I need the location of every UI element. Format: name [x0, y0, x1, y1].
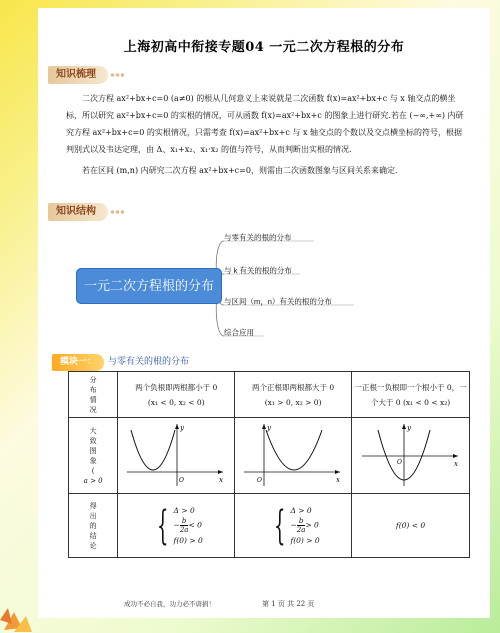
- parabola-two-positive-roots: [238, 420, 348, 490]
- parabola-opposite-sign-roots: [356, 420, 466, 490]
- graph-cell: [352, 418, 470, 494]
- footer-slogan: 成功不必自我，功力必不唐捐！: [124, 600, 215, 608]
- svg-text:y: y: [406, 423, 411, 432]
- parabola-two-negative-roots: [121, 420, 231, 490]
- svg-text:O: O: [396, 458, 402, 466]
- table-row: [69, 372, 470, 418]
- svg-text:x: x: [219, 475, 224, 484]
- footer-page-number: 第 1 页 共 22 页: [262, 600, 315, 608]
- case-cell: 两个正根即两根都大于 0 (x₁ > 0, x₂ > 0): [235, 372, 352, 418]
- page-title: 上海初高中衔接专题04 一元二次方程根的分布: [123, 40, 405, 55]
- mindmap-item-application: 综合应用: [224, 328, 254, 337]
- intro-paragraph-2: 若在区间 (m,n) 内研究二次方程 ax²+bx+c=0，则需由二次函数图象与区间关系来确定.: [82, 166, 398, 175]
- case-cell: 两个负根即两根都小于 0 (x₁ < 0, x₂ < 0): [118, 372, 235, 418]
- conclusion-cell: { Δ > 0 − $\frac{b}{2a}$ < 0 f(0) > 0: [118, 494, 235, 558]
- svg-text:O: O: [257, 476, 263, 484]
- document-page: [38, 8, 490, 618]
- mindmap-root: 一元二次方程根的分布: [76, 268, 222, 304]
- table-row: [69, 494, 470, 558]
- section-label: 知识梳理: [56, 69, 96, 80]
- module-badge: 模块一：: [52, 354, 104, 371]
- conclusion-cell: f(0) < 0: [352, 494, 470, 558]
- svg-text:y: y: [180, 423, 185, 432]
- mindmap-item-zero: 与零有关的根的分布: [224, 233, 292, 242]
- module-header: [52, 354, 189, 371]
- root-distribution-table: [68, 371, 470, 558]
- graph-cell: [235, 418, 352, 494]
- case-cell: 一正根一负根即一个根小于 0，一 个大于 0 (x₁ < 0 < x₂): [352, 372, 470, 418]
- svg-text:O: O: [179, 476, 185, 484]
- row-header-distribution: 分 布 情 况: [69, 372, 118, 418]
- corner-leaf-decoration: [0, 590, 40, 633]
- graph-cell: [118, 418, 235, 494]
- section-label: 知识结构: [56, 206, 96, 217]
- svg-text:y: y: [267, 423, 272, 432]
- conclusion-cell: { Δ > 0 − $\frac{b}{2a}$ > 0 f(0) > 0: [235, 494, 352, 558]
- svg-text:x: x: [336, 475, 341, 484]
- row-header-conclusion: 得 出 的 结 论: [69, 494, 118, 558]
- module-title: 与零有关的根的分布: [108, 357, 190, 367]
- table-row: [69, 418, 470, 494]
- intro-paragraph-1: 二次方程 ax²+bx+c=0 (a≠0) 的根从几何意义上来说就是二次函数 f(x)=ax²+bx+c 与 x 轴交点的横坐标，所以研究 ax²+bx+c=0 的实根的情况，可从函数 f(x)=ax²+bx+c 的图象上进行研究.若在 (−∞,+∞) 内研究方程 ax²+bx+c=0 的实根情况，只需考查 f(x)=ax²+bx+c 与 x 轴交点的个数以及交点横坐标的符号，根据判别式以及韦达定理，由 Δ、x₁+x₂、x₁·x₂ 的值与符号，从而判断出实根的情况.: [66, 94, 464, 154]
- row-header-graph: 大 致 图 象 ( a > 0: [69, 418, 118, 494]
- mindmap-item-k: 与 k 有关的根的分布: [224, 266, 292, 275]
- svg-text:x: x: [453, 459, 458, 468]
- mindmap-item-interval: 与区间（m，n）有关的根的分布: [224, 297, 332, 306]
